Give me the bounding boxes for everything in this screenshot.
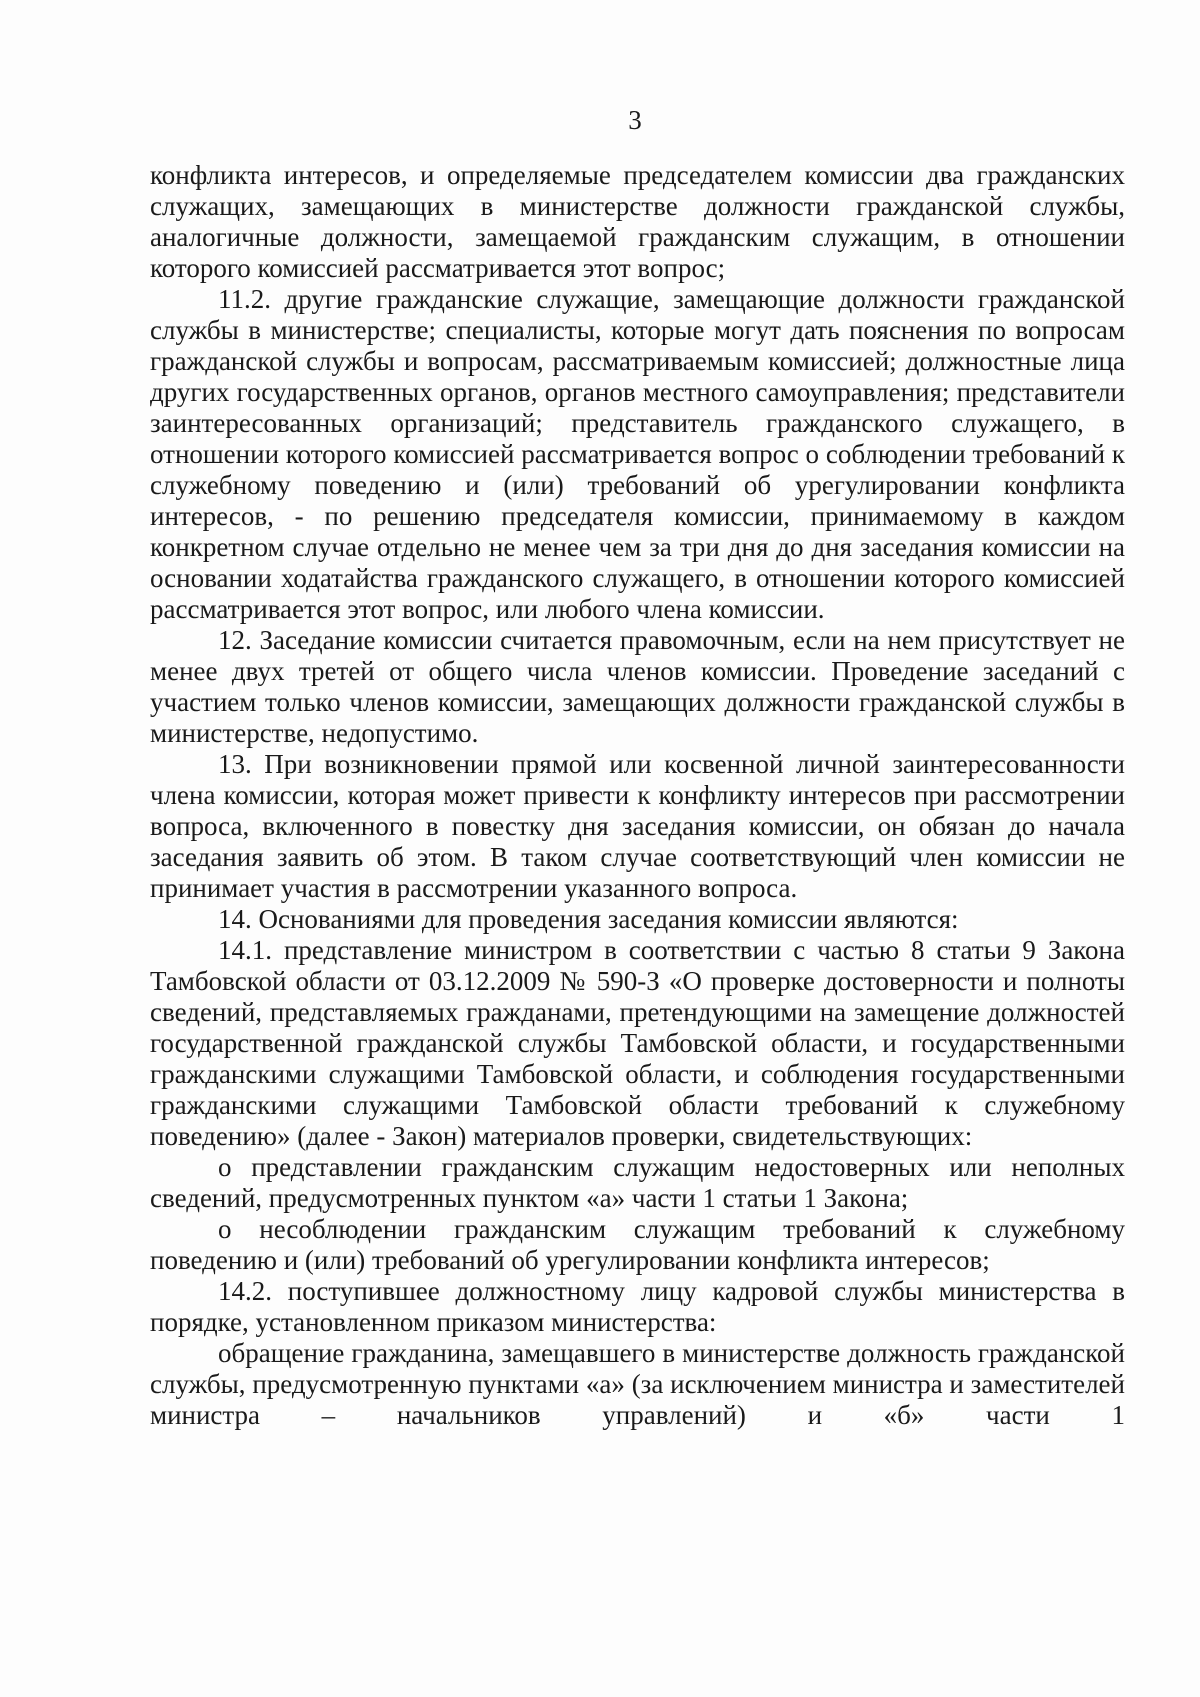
document-body [150, 160, 1125, 1431]
paragraph-14-1-item-a: о представлении гражданским служащим недостоверных или неполных сведений, предусмотренных пунктом «а» части 1 статьи 1 Закона; [150, 1152, 1125, 1213]
paragraph-13: 13. При возникновении прямой или косвенной личной заинтересованности члена комиссии, которая может привести к конфликту интересов при рассмотрении вопроса, включенного в повестку дня заседания комиссии, он обязан до начала заседания заявить об этом. В таком случае соответствующий член комиссии не принимает участия в рассмотрении указанного вопроса. [150, 749, 1125, 903]
paragraph-14-2-item-a: обращение гражданина, замещавшего в министерстве должность гражданской службы, предусмотренную пунктами «а» (за исключением министра и заместителей министра – начальников управлений) и «б» части 1 [150, 1338, 1125, 1430]
paragraph-12: 12. Заседание комиссии считается правомочным, если на нем присутствует не менее двух третей от общего числа членов комиссии. Проведение заседаний с участием только членов комиссии, замещающих должности гражданской службы в министерстве, недопустимо. [150, 625, 1125, 748]
paragraph-14-1: 14.1. представление министром в соответствии с частью 8 статьи 9 Закона Тамбовской области от 03.12.2009 № 590-З «О проверке достоверности и полноты сведений, представляемых гражданами, претендующими на замещение должностей государственной гражданской службы Тамбовской области, и государственными гражданскими служащими Тамбовской области, и соблюдения государственными гражданскими служащими Тамбовской области требований к служебному поведению» (далее - Закон) материалов проверки, свидетельствующих: [150, 935, 1125, 1151]
paragraph-11-2: 11.2. другие гражданские служащие, замещающие должности гражданской службы в министерстве; специалисты, которые могут дать пояснения по вопросам гражданской службы и вопросам, рассматриваемым комиссией; должностные лица других государственных органов, органов местного самоуправления; представители заинтересованных организаций; представитель гражданского служащего, в отношении которого комиссией рассматривается вопрос о соблюдении требований к служебному поведению и (или) требований об урегулировании конфликта интересов, - по решению председателя комиссии, принимаемому в каждом конкретном случае отдельно не менее чем за три дня до дня заседания комиссии на основании ходатайства гражданского служащего, в отношении которого комиссией рассматривается этот вопрос, или любого члена комиссии. [150, 284, 1125, 624]
page-number: 3 [628, 105, 642, 135]
paragraph-14-1-item-b: о несоблюдении гражданским служащим требований к служебному поведению и (или) требований об урегулировании конфликта интересов; [150, 1214, 1125, 1275]
paragraph-14: 14. Основаниями для проведения заседания комиссии являются: [218, 904, 959, 934]
paragraph-14-2: 14.2. поступившее должностному лицу кадровой службы министерства в порядке, установленном приказом министерства: [150, 1276, 1125, 1337]
paragraph-continuation: конфликта интересов, и определяемые председателем комиссии два гражданских служащих, замещающих в министерстве должности гражданской службы, аналогичные должности, замещаемой гражданским служащим, в отношении которого комиссией рассматривается этот вопрос; [150, 160, 1125, 283]
